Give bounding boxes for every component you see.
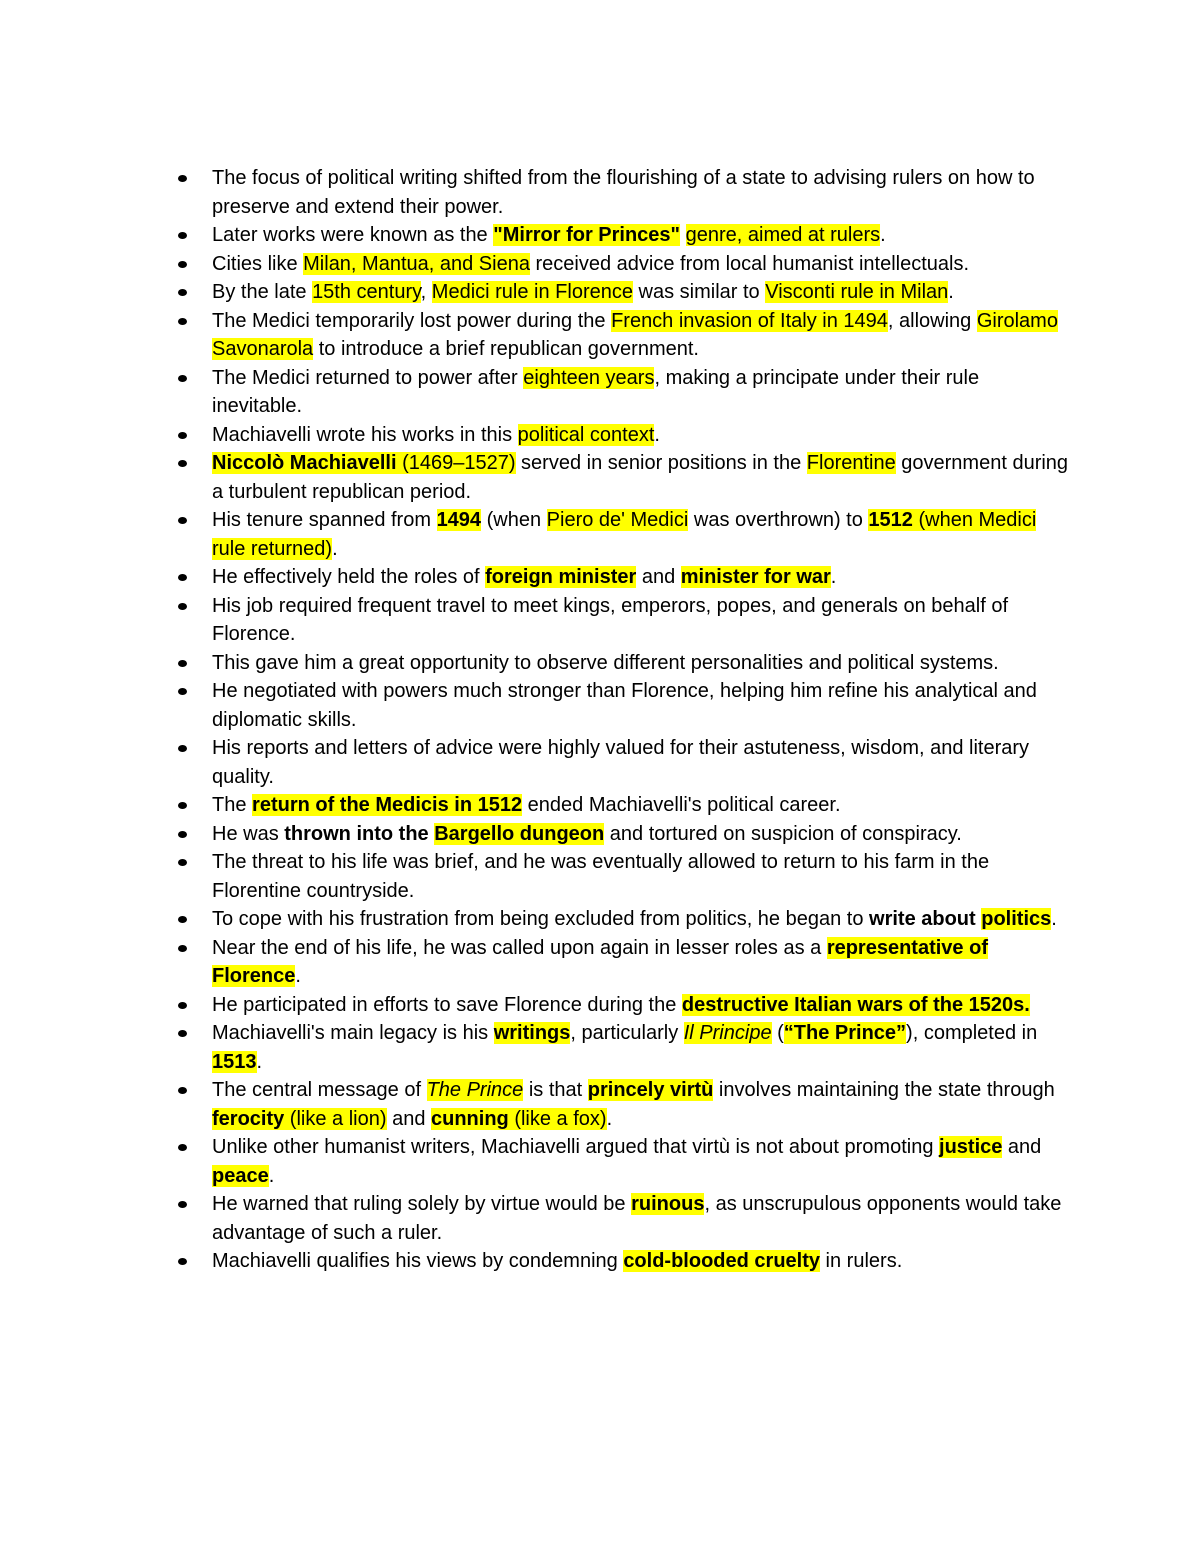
list-item — [212, 1076, 1072, 1133]
text-run: His reports and letters of advice were highly valued for their astuteness, wisdom, and literary quality. — [212, 737, 1030, 788]
list-item — [212, 1190, 1072, 1247]
list-item — [212, 1247, 1072, 1276]
highlighted-text: politics — [981, 908, 1052, 930]
text-run: served in senior positions in the — [515, 452, 807, 474]
highlighted-text: 1494 — [436, 509, 482, 531]
text-run: His job required frequent travel to meet kings, emperors, popes, and generals on behalf of Florence. — [212, 594, 1009, 645]
bullet-dot-icon — [178, 318, 187, 325]
highlighted-text: Girolamo Savonarola — [212, 309, 1058, 360]
text-run: was similar to — [632, 281, 766, 303]
text-run: He warned that ruling solely by virtue would be — [212, 1193, 632, 1215]
bullet-dot-icon — [178, 945, 187, 952]
text-run: He participated in efforts to save Florence during the — [212, 993, 682, 1016]
list-item — [212, 991, 1072, 1020]
text-run: involves maintaining the state through — [713, 1079, 1055, 1101]
list-item — [212, 734, 1072, 791]
list-item — [212, 449, 1072, 506]
highlighted-text: 1512 — [868, 509, 913, 531]
highlighted-text: Florentine — [806, 452, 896, 474]
highlighted-text: (1469–1527) — [396, 452, 516, 474]
text-run: . — [948, 281, 954, 303]
highlighted-text: justice — [939, 1136, 1003, 1158]
bullet-dot-icon — [178, 261, 187, 268]
text-run: , — [420, 281, 432, 303]
text-run: received advice from local humanist intellectuals. — [529, 252, 970, 275]
bullet-dot-icon — [178, 175, 187, 182]
highlighted-text: French invasion of Italy in 1494 — [611, 309, 888, 332]
highlighted-text: representative of Florence — [212, 936, 988, 987]
bullet-dot-icon — [178, 432, 187, 439]
list-item — [212, 592, 1072, 649]
highlighted-text: genre, aimed at rulers — [685, 224, 881, 246]
highlighted-text: The Prince — [426, 1079, 524, 1101]
text-run: The central message of — [212, 1079, 427, 1101]
text-run: and tortured on suspicion of conspiracy. — [604, 822, 962, 845]
highlighted-text: writings — [493, 1022, 571, 1044]
text-run: to introduce a brief republican government. — [313, 338, 699, 360]
text-run: ( — [771, 1022, 784, 1044]
text-run: . — [332, 537, 338, 560]
bullet-dot-icon — [178, 745, 187, 752]
list-item — [212, 1133, 1072, 1190]
text-run: Unlike other humanist writers, Machiavelli argued that virtù is not about promoting — [212, 1136, 940, 1158]
list-item — [212, 563, 1072, 592]
text-run: thrown into the — [284, 822, 435, 845]
highlighted-text: Milan, Mantua, and Siena — [303, 252, 530, 275]
text-run: The — [212, 794, 253, 816]
text-run: and — [636, 566, 681, 588]
text-run: was overthrown) to — [688, 509, 869, 531]
list-item — [212, 278, 1072, 307]
text-run: government during a turbulent republican period. — [212, 452, 1069, 503]
text-run: (when — [481, 509, 547, 531]
text-run: He was — [212, 822, 285, 845]
text-run: The Medici temporarily lost power during the — [212, 309, 612, 332]
highlighted-text: cold-blooded cruelty — [623, 1250, 820, 1272]
highlighted-text: Il Principe — [683, 1022, 772, 1044]
text-run: . — [268, 1164, 275, 1187]
bullet-dot-icon — [178, 517, 187, 524]
bullet-dot-icon — [178, 831, 187, 838]
text-run: Machiavelli wrote his works in this — [212, 423, 518, 446]
highlighted-text: (like a lion) — [284, 1107, 387, 1130]
text-run: . — [654, 423, 660, 446]
bullet-dot-icon — [178, 688, 187, 695]
text-run: Machiavelli qualifies his views by condemning — [212, 1250, 624, 1272]
highlighted-text: Niccolò Machiavelli — [212, 452, 397, 474]
list-item — [212, 905, 1072, 934]
highlighted-text: princely virtù — [587, 1079, 714, 1101]
list-item — [212, 421, 1072, 450]
text-run: , as unscrupulous opponents would take advantage of such a ruler. — [212, 1193, 1062, 1244]
bullet-dot-icon — [178, 916, 187, 923]
list-item — [212, 934, 1072, 991]
text-run: . — [256, 1050, 263, 1073]
text-run: . — [1051, 908, 1057, 930]
text-run: Near the end of his life, he was called upon again in lesser roles as a — [212, 936, 827, 959]
text-run: His tenure spanned from — [212, 509, 437, 531]
highlighted-text: ferocity — [212, 1107, 285, 1130]
highlighted-text: ruinous — [631, 1193, 705, 1215]
bullet-dot-icon — [178, 574, 187, 581]
bullet-dot-icon — [178, 375, 187, 382]
highlighted-text: political context — [517, 423, 655, 446]
list-item — [212, 506, 1072, 563]
highlighted-text: cunning — [431, 1107, 509, 1130]
list-item — [212, 221, 1072, 250]
highlighted-text: foreign minister — [485, 566, 637, 588]
text-run: and — [386, 1107, 431, 1130]
highlighted-text: (when Medici rule returned) — [212, 509, 1037, 560]
bullet-list — [212, 164, 1072, 1276]
list-item — [212, 250, 1072, 279]
list-item — [212, 848, 1072, 905]
text-run: ended Machiavelli's political career. — [522, 794, 841, 816]
text-run: . — [830, 566, 837, 588]
highlighted-text: Visconti rule in Milan — [765, 281, 949, 303]
bullet-dot-icon — [178, 1144, 187, 1151]
highlighted-text: peace — [212, 1164, 269, 1187]
text-run: and — [1002, 1136, 1042, 1158]
text-run: He effectively held the roles of — [212, 566, 486, 588]
bullet-dot-icon — [178, 232, 187, 239]
highlighted-text: return of the Medicis in 1512 — [252, 794, 523, 816]
bullet-dot-icon — [178, 1258, 187, 1265]
text-run: This gave him a great opportunity to observe different personalities and political systems. — [212, 651, 999, 674]
highlighted-text: “The Prince” — [783, 1022, 907, 1044]
text-run: , making a principate under their rule inevitable. — [212, 366, 980, 417]
text-run: ), completed in — [906, 1022, 1038, 1044]
bullet-dot-icon — [178, 1002, 187, 1009]
text-run: The Medici returned to power after — [212, 366, 524, 389]
text-run: write about — [869, 908, 982, 930]
bullet-dot-icon — [178, 660, 187, 667]
list-item — [212, 649, 1072, 678]
highlighted-text: 15th century — [312, 281, 421, 303]
text-run: . — [295, 965, 301, 987]
list-item — [212, 364, 1072, 421]
text-run: . — [880, 224, 886, 246]
text-run: Cities like — [212, 252, 304, 275]
text-run: , allowing — [887, 309, 977, 332]
highlighted-text: Medici rule in Florence — [431, 281, 633, 303]
text-run: is that — [523, 1079, 588, 1101]
list-item — [212, 677, 1072, 734]
list-item — [212, 307, 1072, 364]
text-run: The focus of political writing shifted from the flourishing of a state to advising rulers on how to preserve and extend their power. — [212, 167, 1035, 218]
text-run: By the late — [212, 281, 313, 303]
text-run: The threat to his life was brief, and he was eventually allowed to return to his farm in the Florentine countryside. — [212, 851, 990, 902]
highlighted-text: "Mirror for Princes" — [493, 224, 681, 246]
bullet-dot-icon — [178, 1087, 187, 1094]
highlighted-text: (like a fox) — [508, 1107, 607, 1130]
text-run: He negotiated with powers much stronger than Florence, helping him refine his analytical and diplomatic skills. — [212, 680, 1037, 731]
text-run: Machiavelli's main legacy is his — [212, 1022, 494, 1044]
text-run: , particularly — [570, 1022, 684, 1044]
bullet-dot-icon — [178, 460, 187, 467]
list-item — [212, 164, 1072, 221]
bullet-dot-icon — [178, 859, 187, 866]
list-item — [212, 820, 1072, 849]
list-item — [212, 1019, 1072, 1076]
bullet-dot-icon — [178, 1201, 187, 1208]
text-run: To cope with his frustration from being excluded from politics, he began to — [212, 908, 870, 930]
text-run: Later works were known as the — [212, 224, 494, 246]
highlighted-text: Bargello dungeon — [434, 822, 605, 845]
highlighted-text: Piero de' Medici — [546, 509, 689, 531]
highlighted-text: destructive Italian wars of the 1520s. — [681, 993, 1030, 1016]
bullet-dot-icon — [178, 1030, 187, 1037]
highlighted-text: eighteen years — [523, 366, 655, 389]
bullet-dot-icon — [178, 603, 187, 610]
text-run: in rulers. — [820, 1250, 903, 1272]
text-run — [680, 224, 686, 246]
bullet-dot-icon — [178, 802, 187, 809]
text-run: . — [606, 1107, 613, 1130]
highlighted-text: minister for war — [680, 566, 831, 588]
list-item — [212, 791, 1072, 820]
highlighted-text: 1513 — [212, 1050, 257, 1073]
bullet-dot-icon — [178, 289, 187, 296]
